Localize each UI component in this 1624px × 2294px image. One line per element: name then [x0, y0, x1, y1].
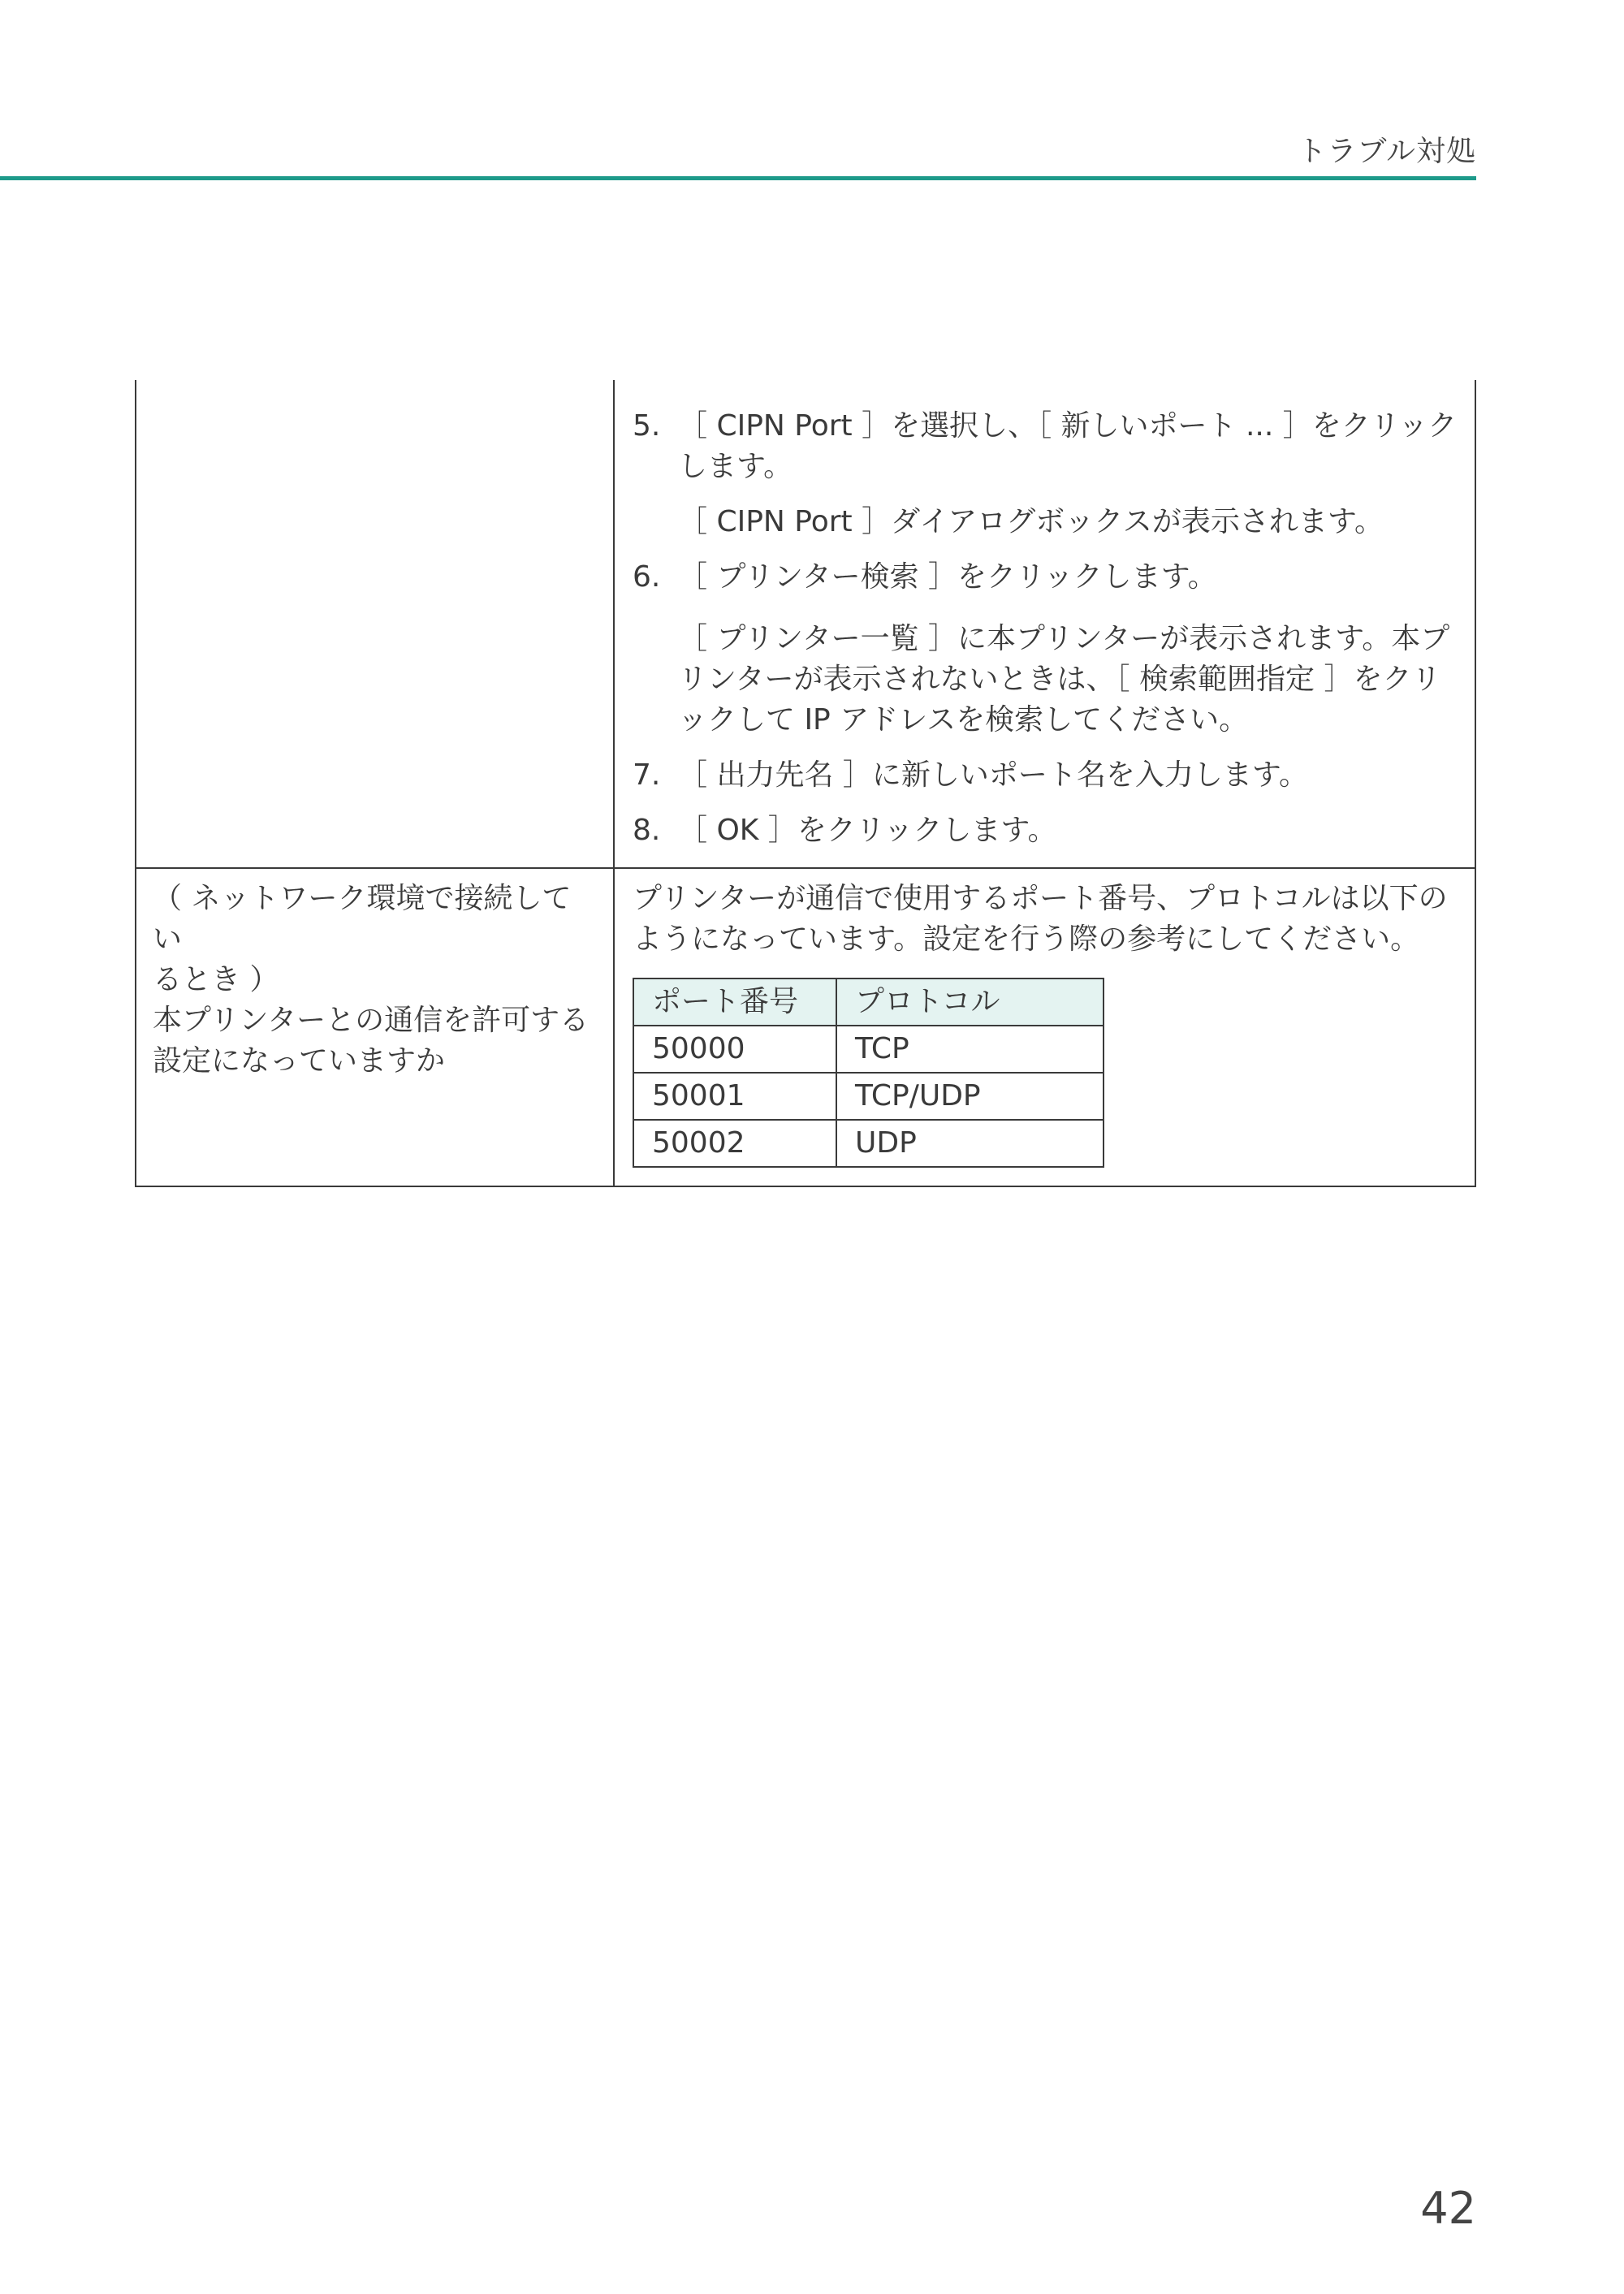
- port-table-header: [633, 979, 1104, 1026]
- port-number-cell: 50000: [633, 1026, 836, 1073]
- cause-cell: [136, 868, 614, 1186]
- step-text: ［ OK ］をクリックします。: [678, 814, 1057, 847]
- table-row: [136, 868, 1475, 1186]
- table-row: [136, 380, 1475, 868]
- step-text: ［ プリンター検索 ］をクリックします。: [678, 560, 1217, 594]
- step-number: 7.: [633, 758, 661, 792]
- port-number-cell: 50002: [633, 1120, 836, 1167]
- table-row: [633, 1120, 1104, 1167]
- port-number-header: ポート番号: [633, 979, 836, 1026]
- protocol-cell: TCP: [836, 1026, 1104, 1073]
- step-7: [633, 755, 1460, 796]
- solution-cell: [614, 380, 1475, 868]
- cause-line: 設定になっていますか: [153, 1044, 446, 1078]
- port-table: [633, 978, 1104, 1168]
- table-row: [633, 1026, 1104, 1073]
- step-number: 6.: [633, 560, 661, 594]
- step-8: [633, 810, 1460, 851]
- step-text: ［ CIPN Port ］を選択し、［ 新しいポート ... ］をクリックします。: [678, 409, 1458, 483]
- protocol-cell: TCP/UDP: [836, 1073, 1104, 1120]
- step-number: 8.: [633, 814, 661, 847]
- troubleshooting-table: [135, 380, 1476, 1187]
- solution-cell: [614, 868, 1475, 1186]
- step-number: 5.: [633, 409, 661, 443]
- protocol-cell: UDP: [836, 1120, 1104, 1167]
- step-note: ［ CIPN Port ］ダイアログボックスが表示されます。: [678, 505, 1384, 538]
- intro-line: ようになっています。設定を行う際の参考にしてください。: [633, 922, 1420, 956]
- protocol-header: プロトコル: [836, 979, 1104, 1026]
- cause-line: るとき ）: [153, 963, 279, 996]
- cause-cell: [136, 380, 614, 868]
- header-title: トラブル対処: [1297, 135, 1476, 168]
- step-5: [633, 406, 1460, 487]
- intro-line: プリンターが通信で使用するポート番号、プロトコルは以下の: [633, 882, 1448, 915]
- header-rule: [0, 176, 1476, 180]
- cause-line: （ ネットワーク環境で接続してい: [153, 882, 572, 956]
- step-6: [633, 557, 1460, 598]
- port-number-cell: 50001: [633, 1073, 836, 1120]
- table-row: [633, 1073, 1104, 1120]
- page-number: 42: [1420, 2183, 1476, 2234]
- step-text: ［ 出力先名 ］に新しいポート名を入力します。: [678, 758, 1309, 792]
- cause-line: 本プリンターとの通信を許可する: [153, 1004, 590, 1037]
- step-note: ［ プリンター一覧 ］に本プリンターが表示されます。本プリンターが表示されないときは、［ 検索範囲指定 ］をクリックして IP アドレスを検索してください。: [678, 622, 1450, 737]
